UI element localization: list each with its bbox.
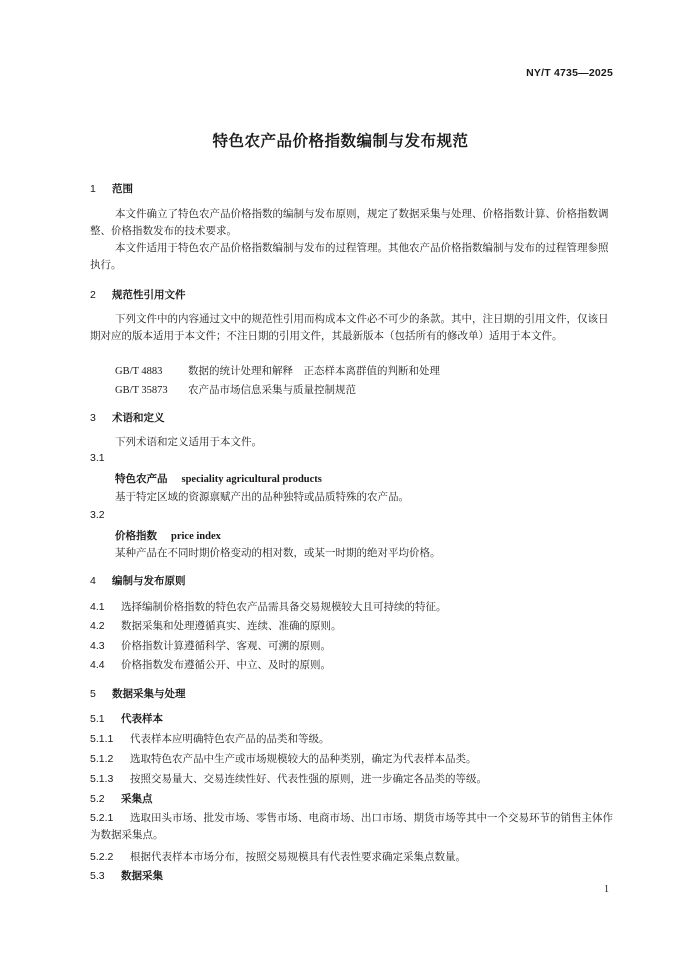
clause-text: 价格指数计算遵循科学、客观、可溯的原则。 [121,640,331,652]
reference-code: GB/T 4883 [115,366,163,377]
clause-item [90,618,342,633]
reference-title: 农产品市场信息采集与质量控制规范 [188,384,356,396]
section-1-heading [90,181,133,196]
term-english: speciality agricultural products [181,474,322,485]
clause-number: 5.1.1 [90,733,114,745]
clause-number: 5.1.3 [90,773,114,785]
clause-text: 按照交易量大、交易连续性好、代表性强的原则，进一步确定各品类的等级。 [130,773,487,785]
subsection-title: 采集点 [121,793,153,805]
clause-number: 5.2.2 [90,851,114,863]
clause-item [90,849,466,864]
term-chinese: 价格指数 [115,530,157,542]
clause-number: 5.1.2 [90,753,114,765]
clause-number: 4.3 [90,640,105,652]
section-number: 5 [90,688,96,700]
clause-text: 价格指数发布遵循公开、中立、及时的原则。 [121,659,331,671]
section-number: 1 [90,183,96,195]
reference-title: 数据的统计处理和解释 正态样本离群值的判断和处理 [188,365,440,377]
subsection-5-1-heading [90,711,163,726]
clause-number: 4.4 [90,659,105,671]
clause-text: 根据代表样本市场分布，按照交易规模具有代表性要求确定采集点数量。 [130,851,466,863]
subsection-5-2-heading [90,791,153,806]
term-heading [115,471,322,486]
term-number: 3.2 [90,509,105,521]
section-number: 4 [90,575,96,587]
clause-item [90,751,477,766]
clause-item [90,599,447,614]
subsection-number: 5.3 [90,870,105,882]
clause-item [90,810,615,844]
normative-reference [115,382,356,397]
term-heading [115,528,221,543]
clause-number: 5.2.1 [90,812,114,824]
subsection-title: 数据采集 [121,870,163,882]
clause-text: 选取田头市场、批发市场、零售市场、电商市场、出口市场、期货市场等其中一个交易环节的销售主体作为数据采集点。 [90,812,613,841]
section-3-heading [90,410,165,425]
term-definition: 基于特定区域的资源禀赋产出的品种独特或品质特殊的农产品。 [115,491,409,503]
clause-number: 4.1 [90,601,105,613]
clause-item [90,731,330,746]
section-title: 数据采集与处理 [112,688,186,700]
subsection-number: 5.1 [90,713,105,725]
section-3-paragraph: 下列术语和定义适用于本文件。 [115,436,262,448]
section-title: 编制与发布原则 [112,575,186,587]
subsection-5-3-heading [90,868,163,883]
clause-item [90,771,487,786]
clause-text: 选取特色农产品中生产或市场规模较大的品种类别，确定为代表样本品类。 [130,753,477,765]
reference-code: GB/T 35873 [115,385,168,396]
section-title: 范围 [112,183,133,195]
section-number: 2 [90,289,96,301]
subsection-number: 5.2 [90,793,105,805]
section-title: 术语和定义 [112,412,165,424]
page-title: 特色农产品价格指数编制与发布规范 [212,132,469,150]
clause-number: 4.2 [90,620,105,632]
section-number: 3 [90,412,96,424]
section-4-heading [90,573,186,588]
section-5-heading [90,686,186,701]
section-2-heading [90,287,186,302]
section-2-paragraph: 下列文件中的内容通过文中的规范性引用而构成本文件必不可少的条款。其中，注日期的引用文件，仅该日期对应的版本适用于本文件；不注日期的引用文件，其最新版本（包括所有的修改单）适用于本文件。 [90,313,609,342]
term-chinese: 特色农产品 [115,473,168,485]
clause-text: 数据采集和处理遵循真实、连续、准确的原则。 [121,620,342,632]
section-1-paragraph-1: 本文件确立了特色农产品价格指数的编制与发布原则，规定了数据采集与处理、价格指数计算、价格指数调整、价格指数发布的技术要求。 [90,208,609,237]
clause-item [90,638,331,653]
term-number: 3.1 [90,452,105,464]
clause-item [90,657,331,672]
document-code: NY/T 4735—2025 [526,67,613,79]
clause-text: 代表样本应明确特色农产品的品类和等级。 [130,733,330,745]
section-title: 规范性引用文件 [112,289,186,301]
normative-reference [115,363,440,378]
section-1-paragraph-2: 本文件适用于特色农产品价格指数编制与发布的过程管理。其他农产品价格指数编制与发布的过程管理参照执行。 [90,242,609,271]
subsection-title: 代表样本 [121,713,163,725]
term-definition: 某种产品在不同时期价格变动的相对数，或某一时期的绝对平均价格。 [115,547,441,559]
term-english: price index [171,531,221,542]
page-number: 1 [604,884,609,895]
clause-text: 选择编制价格指数的特色农产品需具备交易规模较大且可持续的特征。 [121,601,447,613]
